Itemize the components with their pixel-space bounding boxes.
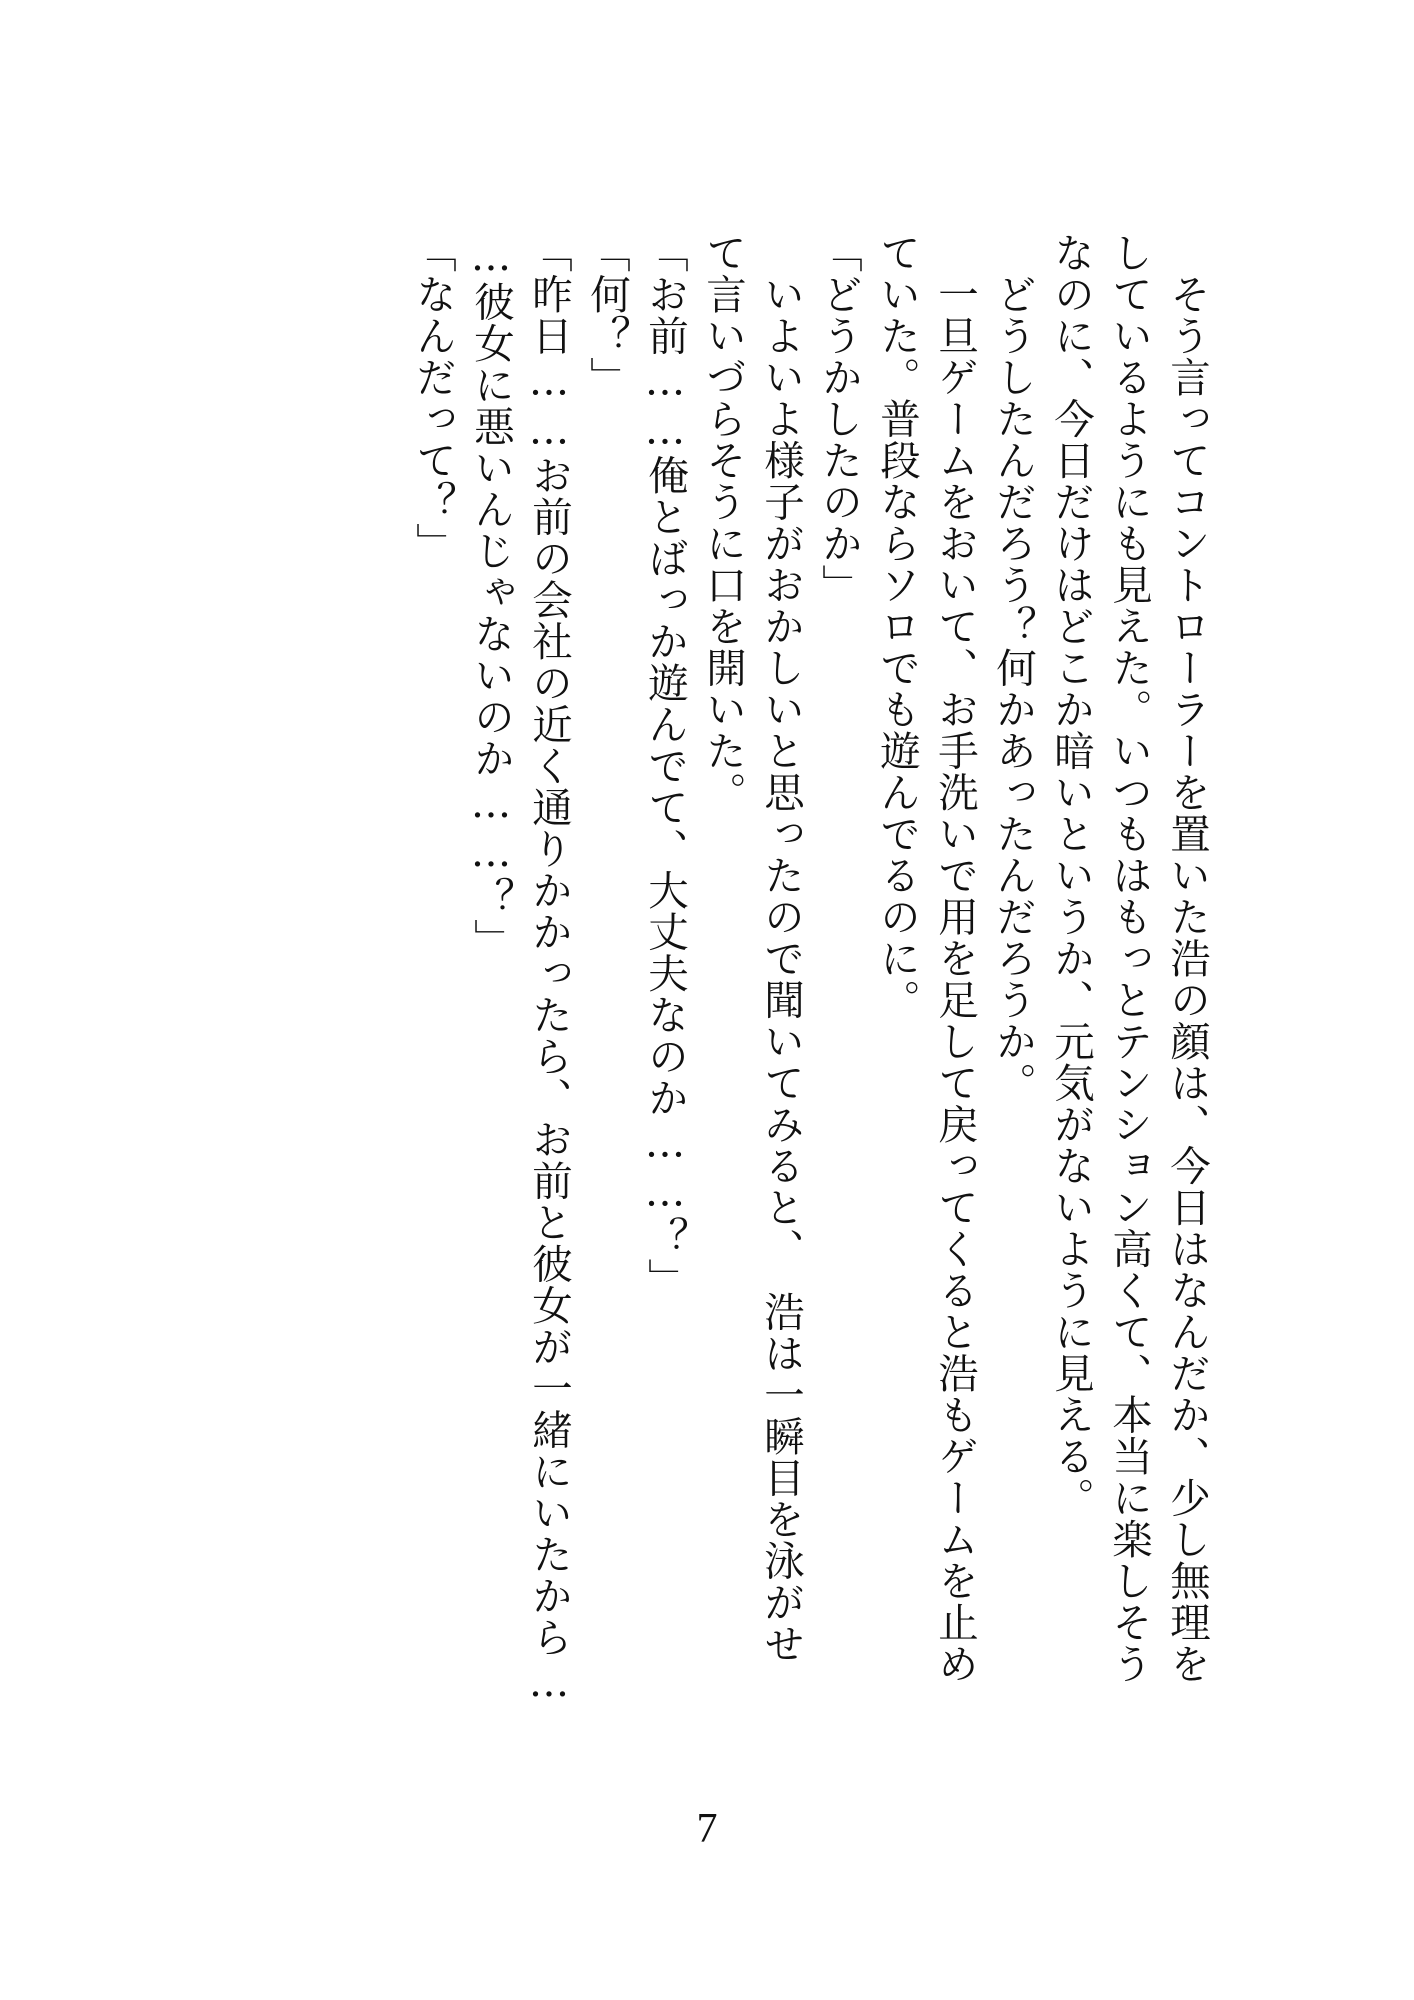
text-line: 「昨日……お前の会社の近く通りかかったら、お前と彼女が一緒にいたから… — [525, 232, 573, 1707]
text-line: ていた。普段ならソロでも遊んでるのに。 — [873, 232, 921, 1021]
text-line: いよいよ様子がおかしいと思ったので聞いてみると、 浩は一瞬目を泳がせ — [757, 232, 805, 1665]
text-line: …彼女に悪いんじゃないのか……？」 — [467, 232, 515, 960]
text-line: 「お前……俺とばっか遊んでて、大丈夫なのか……？」 — [641, 232, 689, 1300]
text-line: なのに、今日だけはどこか暗いというか、元気がないように見える。 — [1047, 232, 1095, 1519]
vertical-text-body — [409, 232, 1211, 1832]
text-line: どうしたんだろう？何かあったんだろうか。 — [989, 232, 1037, 1104]
page-number: 7 — [696, 1806, 718, 1852]
text-line: 「何？」 — [583, 232, 631, 398]
text-line: て言いづらそうに口を開いた。 — [699, 232, 747, 813]
text-line: そう言ってコントローラーを置いた浩の顔は、今日はなんだか、少し無理を — [1163, 232, 1211, 1685]
text-line: しているようにも見えた。いつもはもっとテンション高くて、本当に楽しそう — [1105, 232, 1153, 1685]
text-line: 「どうかしたのか」 — [815, 232, 863, 606]
text-line: 「なんだって？」 — [409, 232, 457, 564]
text-line: 一旦ゲームをおいて、お手洗いで用を足して戻ってくると浩もゲームを止め — [931, 232, 979, 1685]
